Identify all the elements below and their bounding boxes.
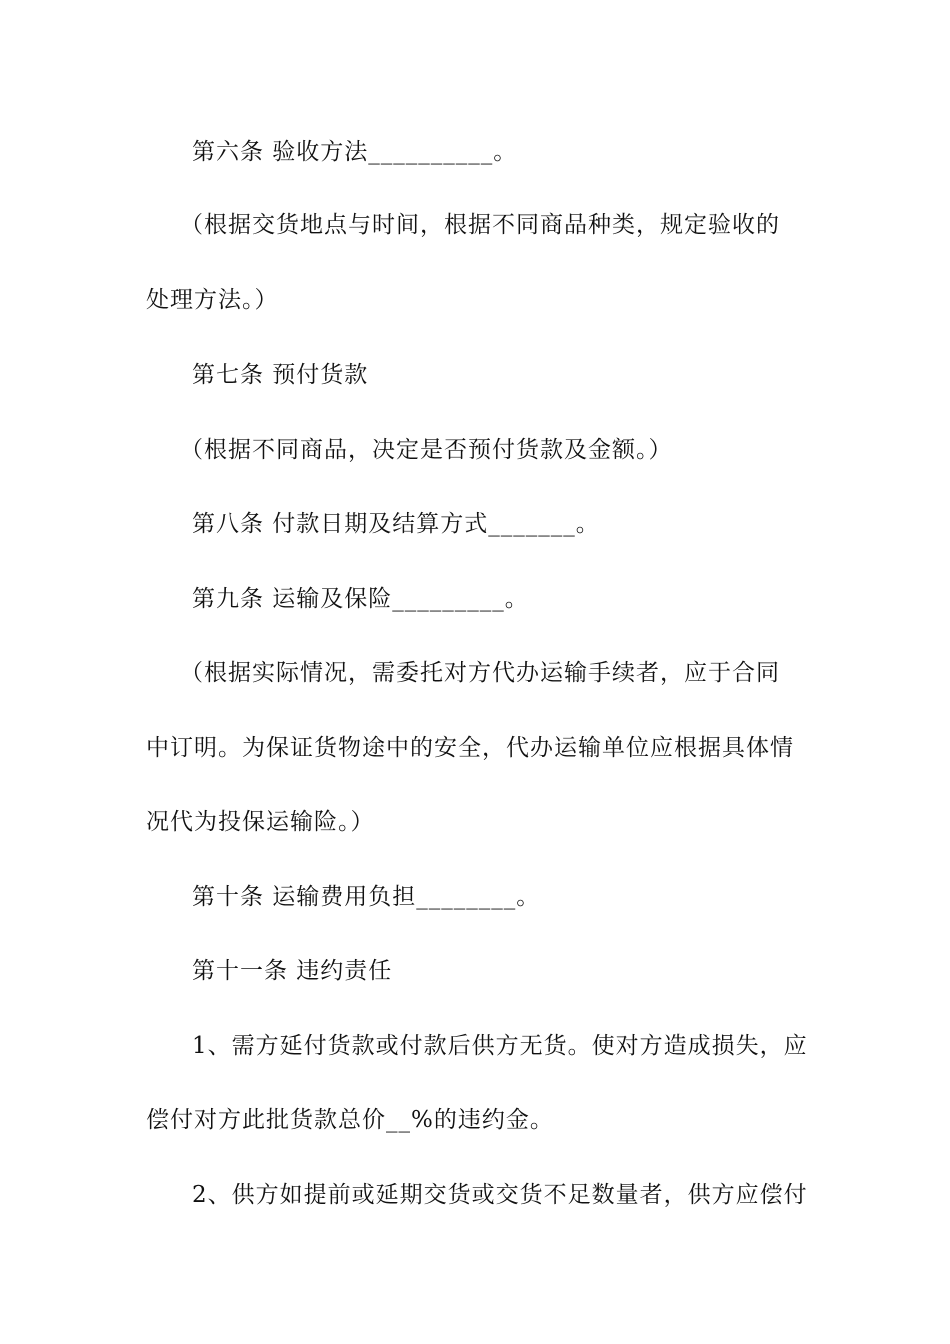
- article-8-payment-date: 第八条 付款日期及结算方式_______。: [192, 511, 600, 537]
- article-6-note-line-1: （根据交货地点与时间，根据不同商品种类，规定验收的: [180, 212, 780, 238]
- article-7-note: （根据不同商品，决定是否预付货款及金额。）: [180, 437, 673, 463]
- article-9-note-line-3: 况代为投保运输险。）: [146, 809, 375, 835]
- article-9-note-line-2: 中订明。为保证货物途中的安全，代办运输单位应根据具体情: [146, 735, 794, 761]
- article-6-acceptance-method: 第六条 验收方法__________。: [192, 139, 518, 165]
- article-9-transport-insurance: 第九条 运输及保险_________。: [192, 586, 529, 612]
- article-6-note-line-2: 处理方法。）: [146, 287, 279, 313]
- article-7-prepayment: 第七条 预付货款: [192, 362, 369, 388]
- article-11-clause-2-line-1: 2、供方如提前或延期交货或交货不足数量者，供方应偿付: [192, 1182, 808, 1208]
- article-11-clause-1-line-2: 偿付对方此批货款总价__%的违约金。: [146, 1107, 554, 1133]
- article-10-transport-cost: 第十条 运输费用负担________。: [192, 884, 541, 910]
- article-11-clause-1-line-1: 1、需方延付货款或付款后供方无货。使对方造成损失，应: [192, 1033, 808, 1059]
- article-9-note-line-1: （根据实际情况，需委托对方代办运输手续者，应于合同: [180, 660, 780, 686]
- article-11-breach-liability: 第十一条 违约责任: [192, 958, 393, 984]
